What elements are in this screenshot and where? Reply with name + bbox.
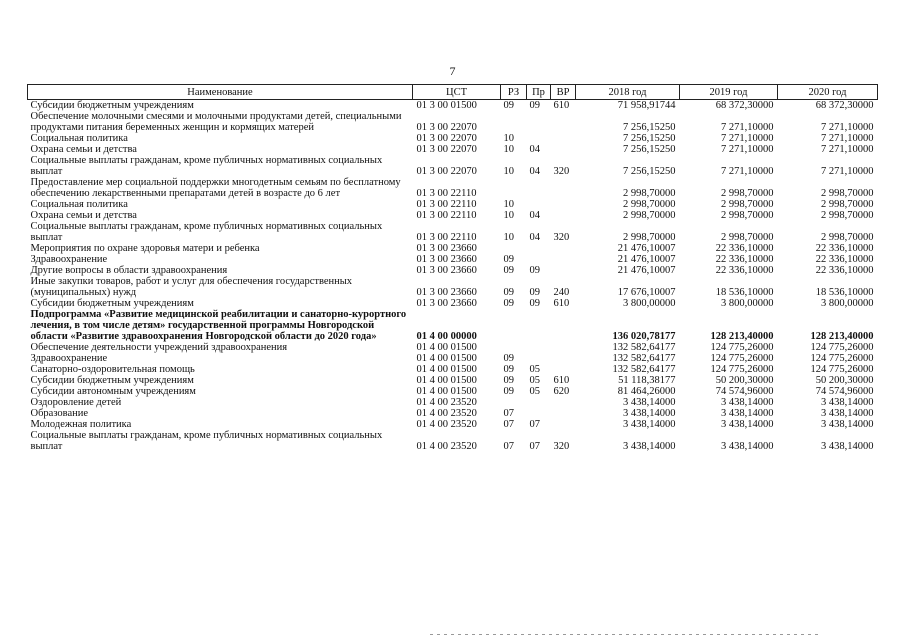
cell-vr: [551, 111, 576, 133]
cell-vr: [551, 133, 576, 144]
cell-pr: 05: [529, 375, 540, 386]
cell-2020: 3 438,14000: [821, 408, 874, 419]
cell-rz: 09: [503, 298, 514, 309]
cell-pr: 04: [529, 166, 540, 177]
table-row: [28, 397, 878, 408]
cell-name: Санаторно-оздоровительная помощь: [30, 364, 195, 375]
cell-pr: 05: [529, 364, 540, 375]
table-row: [28, 111, 878, 133]
cell-rz: [501, 243, 527, 254]
cell-vr: [551, 342, 576, 353]
cell-2018: 3 800,00000: [623, 298, 676, 309]
cell-rz: 09: [503, 353, 514, 364]
cell-2020: 18 536,10000: [815, 287, 874, 298]
cell-2019: 50 200,30000: [715, 375, 774, 386]
cell-pr: 09: [529, 298, 540, 309]
cell-2019: 3 438,14000: [721, 441, 774, 452]
cell-vr: [551, 408, 576, 419]
cell-2020: 74 574,96000: [815, 386, 874, 397]
table-row: [28, 276, 878, 298]
cell-name: Молодежная политика: [30, 419, 132, 430]
cell-2020: 7 271,10000: [821, 133, 874, 144]
cell-cst: 01 3 00 22110: [416, 199, 477, 210]
table-row: [28, 155, 878, 177]
cell-cst: 01 3 00 22110: [416, 188, 477, 199]
cell-2018: 7 256,15250: [623, 133, 676, 144]
cell-name: Охрана семьи и детства: [30, 144, 137, 155]
cell-2019: 2 998,70000: [721, 210, 774, 221]
cell-2019: 124 775,26000: [710, 342, 774, 353]
cell-cst: 01 3 00 22070: [416, 133, 477, 144]
cell-cst: 01 4 00 23520: [416, 397, 477, 408]
cell-rz: 10: [503, 232, 514, 243]
cell-pr: 09: [529, 287, 540, 298]
table-row: [28, 210, 878, 221]
cell-2020: 7 271,10000: [821, 122, 874, 133]
cell-2018: 81 464,26000: [617, 386, 676, 397]
table-row: [28, 265, 878, 276]
cell-vr: [551, 265, 576, 276]
cell-2018: 136 020,78177: [612, 331, 676, 342]
cell-2018: 132 582,64177: [612, 342, 676, 353]
cell-2020: 128 213,40000: [810, 331, 874, 342]
cell-cst: 01 3 00 23660: [416, 254, 477, 265]
cell-2018: 21 476,10007: [617, 265, 676, 276]
cell-2018: 3 438,14000: [623, 397, 676, 408]
cell-2019: 7 271,10000: [721, 166, 774, 177]
table-row: [28, 199, 878, 210]
cell-rz: 09: [503, 364, 514, 375]
cell-rz: 09: [503, 386, 514, 397]
cell-2019: 68 372,30000: [715, 100, 774, 111]
table-row: [28, 133, 878, 144]
cell-pr: [527, 342, 551, 353]
cell-2019: 128 213,40000: [710, 331, 774, 342]
table-row: [28, 430, 878, 452]
cell-rz: 07: [503, 408, 514, 419]
cell-2020: 3 438,14000: [821, 419, 874, 430]
cell-vr: [551, 419, 576, 430]
cell-2020: 22 336,10000: [815, 243, 874, 254]
cell-pr: 09: [529, 265, 540, 276]
cell-2018: 7 256,15250: [623, 166, 676, 177]
cell-rz: [501, 342, 527, 353]
cell-cst: 01 3 00 01500: [416, 100, 477, 111]
cell-vr: 610: [553, 100, 570, 111]
cell-rz: 09: [503, 287, 514, 298]
cell-name: Охрана семьи и детства: [30, 210, 137, 221]
cell-vr: [551, 199, 576, 210]
cell-2020: 124 775,26000: [810, 364, 874, 375]
cell-2018: 7 256,15250: [623, 144, 676, 155]
cell-pr: [527, 111, 551, 133]
header-rz: РЗ: [501, 85, 527, 100]
cell-cst: 01 3 00 23660: [416, 287, 477, 298]
cell-pr: [527, 397, 551, 408]
cell-2020: 22 336,10000: [815, 265, 874, 276]
cell-cst: 01 4 00 01500: [416, 342, 477, 353]
cell-name: Иные закупки товаров, работ и услуг для обеспечения государственных (муниципальных) нужд: [30, 276, 353, 298]
cell-2018: 21 476,10007: [617, 254, 676, 265]
cell-vr: [551, 353, 576, 364]
table-row: [28, 419, 878, 430]
cell-2018: 132 582,64177: [612, 353, 676, 364]
cell-cst: 01 3 00 22110: [416, 232, 477, 243]
header-2018: 2018 год: [576, 85, 680, 100]
cell-2020: 2 998,70000: [821, 232, 874, 243]
table-row: [28, 221, 878, 243]
cell-cst: 01 3 00 23660: [416, 265, 477, 276]
cell-cst: 01 3 00 23660: [416, 298, 477, 309]
cell-2019: 18 536,10000: [715, 287, 774, 298]
cell-2019: 2 998,70000: [721, 199, 774, 210]
cell-2018: 17 676,10007: [617, 287, 676, 298]
cell-cst: 01 3 00 22070: [416, 144, 477, 155]
cell-rz: 09: [503, 254, 514, 265]
cell-2019: 3 438,14000: [721, 408, 774, 419]
cell-cst: 01 3 00 22110: [416, 210, 477, 221]
cell-cst: 01 4 00 01500: [416, 375, 477, 386]
cell-vr: 240: [553, 287, 570, 298]
cell-rz: 10: [503, 144, 514, 155]
cell-cst: 01 3 00 23660: [416, 243, 477, 254]
header-vr: ВР: [551, 85, 576, 100]
cell-pr: 09: [529, 100, 540, 111]
table-row: [28, 243, 878, 254]
cell-pr: [527, 254, 551, 265]
cell-pr: 04: [529, 144, 540, 155]
table-row: [28, 254, 878, 265]
cell-vr: [551, 397, 576, 408]
cell-2019: 2 998,70000: [721, 232, 774, 243]
header-name: Наименование: [28, 85, 413, 100]
table-row: [28, 408, 878, 419]
cell-pr: [527, 177, 551, 199]
cell-2020: 124 775,26000: [810, 342, 874, 353]
cell-2018: 51 118,38177: [618, 375, 676, 386]
cell-rz: [501, 177, 527, 199]
cell-2019: 124 775,26000: [710, 364, 774, 375]
cell-cst: 01 3 00 22070: [416, 122, 477, 133]
cell-vr: 320: [553, 441, 570, 452]
table-row: [28, 386, 878, 397]
header-2019: 2019 год: [680, 85, 778, 100]
cell-name: Социальная политика: [30, 133, 128, 144]
cell-2020: 2 998,70000: [821, 210, 874, 221]
cell-pr: [527, 199, 551, 210]
cell-2019: 7 271,10000: [721, 144, 774, 155]
cell-name: Обеспечение молочными смесями и молочными продуктами детей, специальными продуктами питания беременных женщин и кормящих матерей: [30, 111, 402, 133]
table-header-row: [28, 85, 878, 100]
cell-2018: 2 998,70000: [623, 199, 676, 210]
cell-vr: 610: [553, 375, 570, 386]
cell-pr: [527, 408, 551, 419]
cell-2019: 3 438,14000: [721, 419, 774, 430]
cell-rz: [501, 111, 527, 133]
cell-pr: [527, 243, 551, 254]
cell-2020: 2 998,70000: [821, 199, 874, 210]
cell-vr: 320: [553, 166, 570, 177]
cell-2018: 3 438,14000: [623, 419, 676, 430]
cell-2018: 2 998,70000: [623, 188, 676, 199]
table-row: [28, 144, 878, 155]
cell-cst: 01 4 00 01500: [416, 364, 477, 375]
cell-name: Образование: [30, 408, 89, 419]
cell-name: Подпрограмма «Развитие медицинской реабилитации и санаторно-курортного лечения, в том числе детям» государственной программы Новгородской области «Развитие здравоохранения Новгородской области до 2020 года»: [30, 309, 407, 342]
cell-2019: 3 800,00000: [721, 298, 774, 309]
cell-2018: 21 476,10007: [617, 243, 676, 254]
table-row: [28, 298, 878, 309]
cell-vr: [551, 309, 576, 342]
cell-name: Субсидии автономным учреждениям: [30, 386, 196, 397]
cell-2019: 22 336,10000: [715, 243, 774, 254]
cell-2018: 132 582,64177: [612, 364, 676, 375]
cell-pr: 04: [529, 210, 540, 221]
cell-2020: 3 438,14000: [821, 441, 874, 452]
cell-rz: 10: [503, 166, 514, 177]
table-row: [28, 364, 878, 375]
cell-2020: 2 998,70000: [821, 188, 874, 199]
cell-2019: 74 574,96000: [715, 386, 774, 397]
cell-pr: 04: [529, 232, 540, 243]
cell-2020: 124 775,26000: [810, 353, 874, 364]
cell-rz: 09: [503, 265, 514, 276]
table-row: [28, 177, 878, 199]
cell-rz: 07: [503, 419, 514, 430]
cell-name: Здравоохранение: [30, 254, 108, 265]
cell-pr: [527, 309, 551, 342]
cell-pr: 07: [529, 441, 540, 452]
cell-2018: 3 438,14000: [623, 441, 676, 452]
cell-2020: 7 271,10000: [821, 166, 874, 177]
cell-2020: 7 271,10000: [821, 144, 874, 155]
table-body: [28, 100, 878, 453]
cell-name: Субсидии бюджетным учреждениям: [30, 298, 194, 309]
cell-pr: [527, 133, 551, 144]
cell-2020: 3 438,14000: [821, 397, 874, 408]
scan-artifact-line: [430, 634, 820, 635]
cell-2019: 22 336,10000: [715, 265, 774, 276]
table-row: [28, 375, 878, 386]
cell-rz: 09: [503, 100, 514, 111]
cell-2019: 124 775,26000: [710, 353, 774, 364]
cell-2020: 50 200,30000: [815, 375, 874, 386]
cell-2019: 2 998,70000: [721, 188, 774, 199]
table-row: [28, 309, 878, 342]
cell-2020: 22 336,10000: [815, 254, 874, 265]
cell-vr: [551, 364, 576, 375]
table-row: [28, 342, 878, 353]
cell-name: Социальные выплаты гражданам, кроме публичных нормативных социальных выплат: [30, 155, 383, 177]
table-row: [28, 353, 878, 364]
cell-rz: 10: [503, 210, 514, 221]
cell-2018: 3 438,14000: [623, 408, 676, 419]
header-pr: Пр: [527, 85, 551, 100]
cell-rz: [501, 397, 527, 408]
budget-table: [27, 84, 878, 452]
cell-name: Субсидии бюджетным учреждениям: [30, 375, 194, 386]
cell-pr: [527, 353, 551, 364]
cell-cst: 01 4 00 23520: [416, 419, 477, 430]
page-number: 7: [449, 64, 456, 78]
cell-2019: 22 336,10000: [715, 254, 774, 265]
cell-pr: 05: [529, 386, 540, 397]
cell-vr: 610: [553, 298, 570, 309]
cell-name: Субсидии бюджетным учреждениям: [30, 100, 194, 111]
cell-cst: 01 3 00 22070: [416, 166, 477, 177]
cell-2019: 7 271,10000: [721, 122, 774, 133]
header-cst: ЦСТ: [413, 85, 501, 100]
cell-cst: 01 4 00 00000: [416, 331, 477, 342]
cell-name: Мероприятия по охране здоровья матери и ребенка: [30, 243, 260, 254]
cell-cst: 01 4 00 01500: [416, 353, 477, 364]
cell-2019: 3 438,14000: [721, 397, 774, 408]
cell-rz: 10: [503, 199, 514, 210]
cell-cst: 01 4 00 01500: [416, 386, 477, 397]
cell-name: Другие вопросы в области здравоохранения: [30, 265, 228, 276]
cell-pr: 07: [529, 419, 540, 430]
cell-name: Социальные выплаты гражданам, кроме публичных нормативных социальных выплат: [30, 430, 383, 452]
cell-cst: 01 4 00 23520: [416, 441, 477, 452]
cell-vr: 620: [553, 386, 570, 397]
cell-2018: 7 256,15250: [623, 122, 676, 133]
cell-vr: [551, 254, 576, 265]
cell-cst: 01 4 00 23520: [416, 408, 477, 419]
cell-name: Социальные выплаты гражданам, кроме публичных нормативных социальных выплат: [30, 221, 383, 243]
cell-name: Оздоровление детей: [30, 397, 122, 408]
cell-rz: [501, 309, 527, 342]
cell-vr: 320: [553, 232, 570, 243]
cell-2020: 68 372,30000: [815, 100, 874, 111]
cell-2020: 3 800,00000: [821, 298, 874, 309]
cell-rz: 10: [503, 133, 514, 144]
cell-rz: 07: [503, 441, 514, 452]
cell-vr: [551, 144, 576, 155]
cell-name: Предоставление мер социальной поддержки многодетным семьям по бесплатному обеспечению лекарственными препаратами детей в возрасте до 6 лет: [30, 177, 401, 199]
table-row: [28, 100, 878, 112]
cell-vr: [551, 243, 576, 254]
cell-name: Социальная политика: [30, 199, 128, 210]
cell-name: Здравоохранение: [30, 353, 108, 364]
header-2020: 2020 год: [778, 85, 878, 100]
cell-2018: 2 998,70000: [623, 210, 676, 221]
cell-vr: [551, 210, 576, 221]
cell-name: Обеспечение деятельности учреждений здравоохранения: [30, 342, 288, 353]
cell-2019: 7 271,10000: [721, 133, 774, 144]
cell-2018: 2 998,70000: [623, 232, 676, 243]
cell-vr: [551, 177, 576, 199]
cell-rz: 09: [503, 375, 514, 386]
cell-2018: 71 958,91744: [617, 100, 676, 111]
